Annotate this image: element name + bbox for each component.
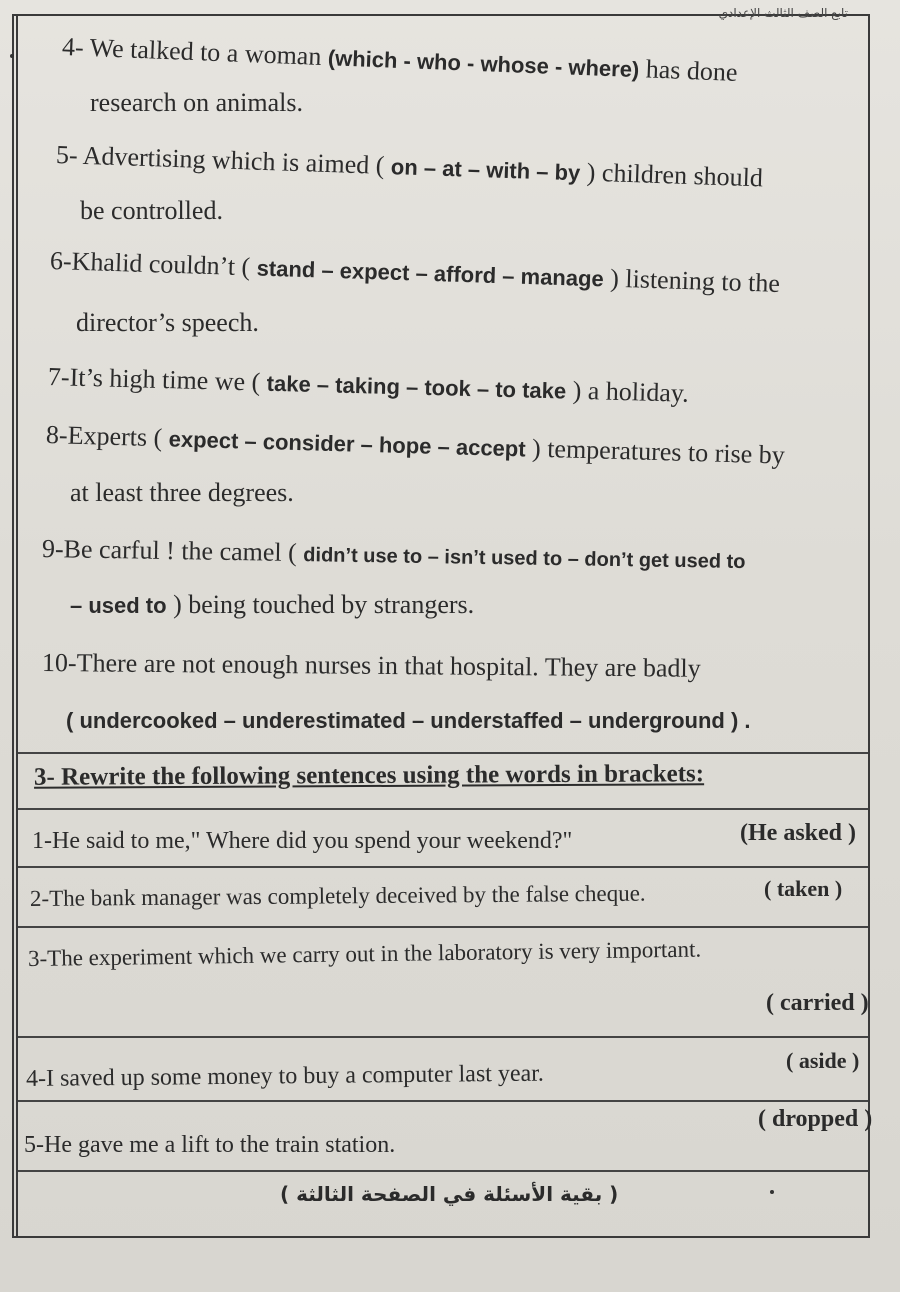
rewrite-item-2: [30, 879, 646, 914]
section-3-title: 3- Rewrite the following sentences using the words in brackets:: [33, 760, 705, 791]
question-text-end: ) temperatures to rise by: [531, 433, 786, 470]
question-9-line2: [70, 590, 474, 621]
arabic-header: تابع الصف الثالث الإعدادي: [718, 6, 848, 20]
continued-footer: ( بقية الأسئلة في الصفحة الثالثة ): [280, 1182, 619, 1206]
left-border-line: [16, 14, 18, 1238]
question-number: 7-: [47, 362, 71, 392]
question-options: on – at – with – by: [390, 154, 581, 186]
rewrite-item-4: [26, 1059, 544, 1094]
item-text: He gave me a lift to the train station.: [44, 1132, 396, 1158]
question-text: Experts (: [67, 420, 163, 453]
question-text: It’s high time we (: [69, 362, 261, 397]
question-options: take – taking – took – to take: [266, 370, 567, 404]
question-text: There are not enough nurses in that hospital. They are badly: [76, 648, 701, 683]
section-divider: [18, 752, 868, 754]
row-divider: [18, 1100, 868, 1102]
question-number: 5-: [55, 140, 79, 170]
question-number: 8-: [45, 420, 69, 450]
question-text-end: has done: [645, 54, 739, 87]
item-number: 5-: [24, 1132, 44, 1158]
item-number: 4-: [25, 1065, 47, 1092]
rewrite-hint-5: ( dropped ): [758, 1106, 873, 1132]
margin-dot: [10, 54, 14, 58]
question-text: Be carful ! the camel (: [63, 534, 298, 568]
question-options: (which - who - whose - where): [327, 45, 640, 83]
item-text: The experiment which we carry out in the laboratory is very important.: [46, 936, 702, 971]
item-number: 1-: [32, 828, 52, 854]
question-number: 4-: [61, 32, 85, 62]
row-divider: [18, 866, 868, 868]
rewrite-item-1: [32, 826, 572, 856]
item-number: 3-: [27, 945, 48, 971]
question-text-end: ) children should: [586, 157, 764, 193]
margin-dot: [770, 1190, 774, 1194]
row-divider: [18, 808, 868, 810]
question-number: 9-: [41, 534, 64, 564]
question-options: stand – expect – afford – manage: [256, 255, 605, 292]
question-text: Advertising which is aimed (: [82, 140, 385, 180]
question-6-line2: director’s speech.: [76, 308, 259, 337]
row-divider: [18, 1170, 868, 1172]
row-divider: [18, 926, 868, 928]
rewrite-item-5: [24, 1130, 395, 1160]
question-options: didn’t use to – isn’t used to – don’t get used to: [303, 544, 746, 574]
question-number: 10-: [41, 648, 77, 678]
rewrite-hint-3: ( carried ): [766, 990, 869, 1016]
item-number: 2-: [29, 885, 50, 911]
question-number: 6-: [49, 246, 73, 276]
question-10-line1: [42, 648, 701, 684]
question-text: Khalid couldn’t (: [71, 246, 251, 282]
item-text: I saved up some money to buy a computer last year.: [45, 1060, 544, 1092]
rewrite-hint-2: ( taken ): [764, 876, 843, 901]
question-options: expect – consider – hope – accept: [168, 426, 526, 462]
question-text-end: ) being touched by strangers.: [173, 590, 475, 619]
question-5-line2: be controlled.: [80, 196, 223, 225]
rewrite-hint-4: ( aside ): [786, 1048, 860, 1073]
question-8-line2: at least three degrees.: [70, 478, 294, 507]
question-text: We talked to a woman: [89, 33, 322, 71]
item-text: The bank manager was completely deceived by the false cheque.: [49, 880, 646, 911]
question-text-end: ) a holiday.: [572, 375, 690, 408]
item-text: He said to me," Where did you spend your weekend?": [52, 828, 573, 854]
question-options-cont: – used to: [70, 593, 167, 618]
question-4-line2: research on animals.: [90, 88, 303, 117]
rewrite-hint-1: (He asked ): [740, 820, 856, 846]
question-10-line2: ( undercooked – underestimated – understaffed – underground ) .: [66, 708, 751, 733]
row-divider: [18, 1036, 868, 1038]
question-text-end: ) listening to the: [609, 263, 781, 298]
